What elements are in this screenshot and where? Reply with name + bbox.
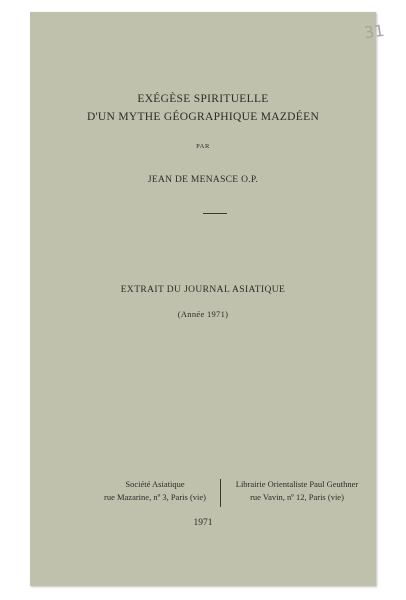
publisher-divider (220, 479, 221, 507)
extract-label: EXTRAIT DU JOURNAL ASIATIQUE (120, 285, 286, 295)
year-note: (Année 1971) (177, 309, 229, 319)
document-cover (30, 12, 386, 586)
publisher-right (222, 478, 372, 504)
author: JEAN DE MENASCE O.P. (147, 175, 259, 185)
publisher-right-name: Librairie Orientaliste Paul Geuthner (235, 479, 359, 489)
publisher-right-address: rue Vavin, nº 12, Paris (vie) (250, 492, 344, 502)
publisher-left-name: Société Asiatique (125, 479, 185, 489)
publisher-left-address: rue Mazarine, nº 3, Paris (vie) (104, 492, 206, 502)
par-label: PAR (196, 143, 210, 150)
title-line-1: EXÉGÈSE SPIRITUELLE (137, 93, 269, 105)
publication-year: 1971 (193, 518, 213, 528)
pencil-mark: 31 (362, 20, 386, 43)
publisher-left (80, 478, 230, 504)
title-line-2: D'UN MYTHE GÉOGRAPHIQUE MAZDÉEN (86, 111, 320, 123)
separator-rule (203, 213, 227, 214)
